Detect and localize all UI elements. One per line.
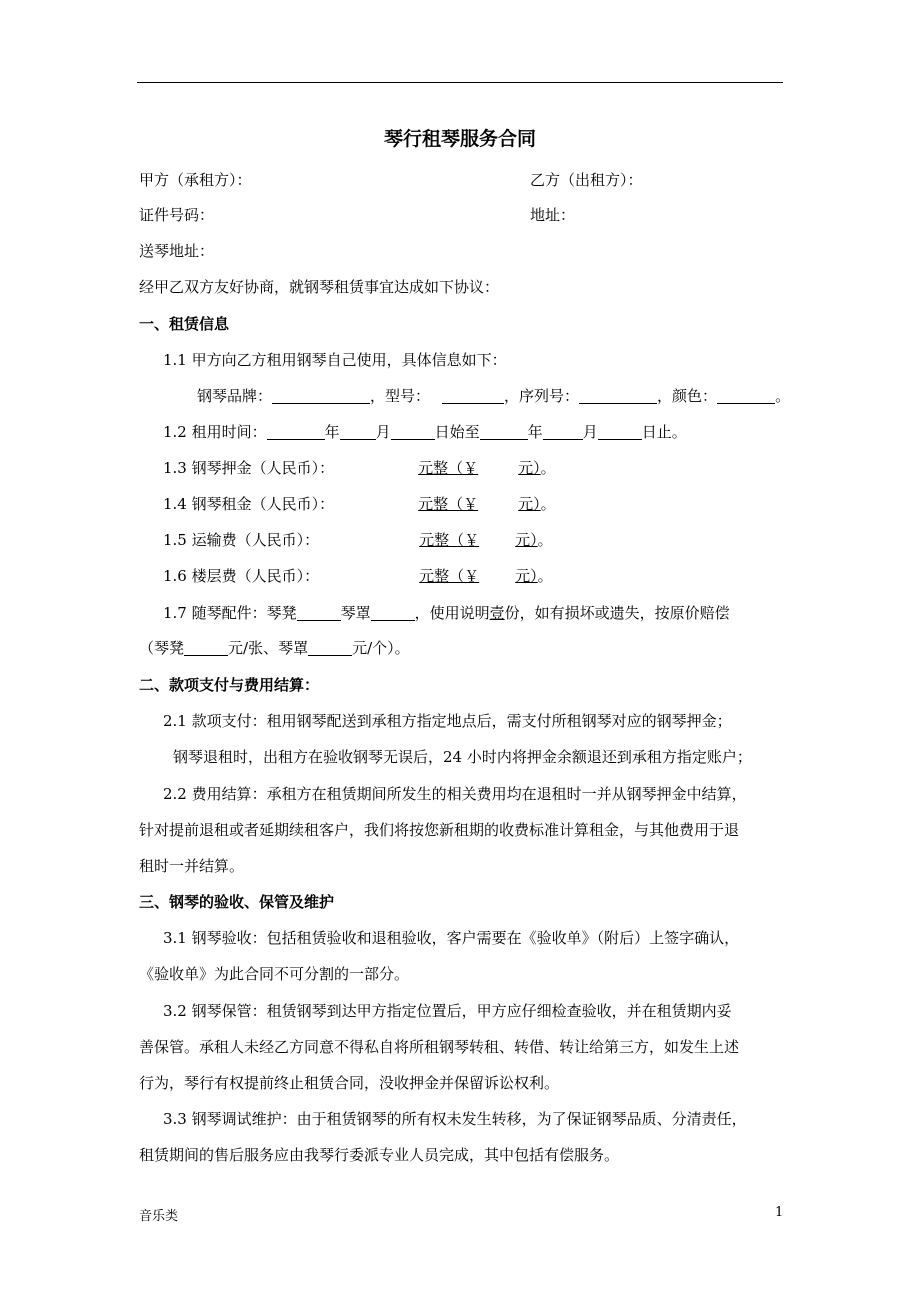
serial-blank[interactable] [579,387,657,404]
rent-label: 1.4 钢琴租金（人民币）： [163,495,335,513]
accessory-stool-label: 1.7 随琴配件：琴凳 [163,604,297,622]
clause-3-2-cont1: 善保管。承租人未经乙方同意不得私自将所租钢琴转租、转借、转让给第三方，如发生上述 [139,1038,740,1056]
transport-amount[interactable]: 元整（￥ 元） [419,531,538,549]
manual-label: ，使用说明 [414,604,490,622]
cover-blank[interactable] [371,604,415,621]
cover-price-blank[interactable] [308,639,352,656]
transport-end: 。 [537,531,553,549]
serial-label: ，序列号： [504,387,580,405]
deposit-label: 1.3 钢琴押金（人民币）： [163,459,335,477]
end-month-unit: 月 [582,423,598,441]
brand-label: 钢琴品牌： [197,387,273,405]
cover-price-label: 元/张、琴罩 [228,639,309,657]
header-rule [137,82,783,83]
compensation-text: 份，如有损坏或遗失，按原价赔偿 [504,604,730,622]
intro-paragraph: 经甲乙双方友好协商，就钢琴租赁事宜达成如下协议： [139,278,500,296]
end-year-unit: 年 [527,423,543,441]
clause-2-1: 2.1 款项支付：租用钢琴配送到承租方指定地点后，需支付所租钢琴对应的钢琴押金； [163,712,732,730]
clause-3-3: 3.3 钢琴调试维护：由于租赁钢琴的所有权未发生转移，为了保证钢琴品质、分清责任， [163,1110,747,1128]
document-title: 琴行租琴服务合同 [383,128,536,150]
id-number-label: 证件号码： [139,206,215,224]
end-year-blank[interactable] [480,423,528,440]
clause-3-2-cont2: 行为，琴行有权提前终止租赁合同，没收押金并保留诉讼权利。 [139,1074,560,1092]
transport-label: 1.5 运输费（人民币）： [163,531,320,549]
color-label: ，颜色： [657,387,718,405]
clause-2-2-cont1: 针对提前退租或者延期续租客户，我们将按您新租期的收费标准计算租金，与其他费用于退 [139,821,740,839]
clause-1-7-cont [139,638,410,658]
delivery-address-label: 送琴地址： [139,242,215,260]
clause-1-3 [163,458,556,478]
address-label: 地址： [530,206,576,224]
end-label: 日止。 [641,423,687,441]
color-blank[interactable] [717,387,775,404]
footer-category: 音乐类 [139,1209,179,1224]
end-day-blank[interactable] [598,423,642,440]
brand-blank[interactable] [272,387,370,404]
clause-1-4 [163,494,556,514]
rent-amount[interactable]: 元整（￥ 元） [418,495,541,513]
floor-fee-label: 1.6 楼层费（人民币）： [163,567,320,585]
clause-2-1-cont: 钢琴退租时，出租方在验收钢琴无误后，24 小时内将押金余额退还到承租方指定账户； [173,748,752,766]
end-mark: 。 [775,387,791,405]
start-day-blank[interactable] [391,423,435,440]
model-blank[interactable] [442,387,504,404]
clause-3-1: 3.1 钢琴验收：包括租赁验收和退租验收，客户需要在《验收单》（附后）上签字确认， [163,929,740,947]
rental-period-label: 1.2 租用时间： [163,423,267,441]
start-month-blank[interactable] [340,423,376,440]
party-a-label: 甲方（承租方）： [139,171,252,189]
stool-blank[interactable] [297,604,341,621]
clause-3-1-cont: 《验收单》为此合同不可分割的一部分。 [139,965,410,983]
deposit-amount[interactable]: 元整（￥ 元） [418,459,541,477]
start-month-unit: 月 [375,423,391,441]
rent-end: 。 [540,495,556,513]
clause-3-3-cont: 租赁期间的售后服务应由我琴行委派专业人员完成，其中包括有偿服务。 [139,1146,620,1164]
end-month-blank[interactable] [543,423,583,440]
page-number: 1 [775,1205,784,1220]
start-year-unit: 年 [324,423,340,441]
section3-heading: 三、钢琴的验收、保管及维护 [139,893,335,911]
accessory-cover-label: 琴罩 [340,604,371,622]
clause-1-5 [163,530,553,550]
stool-price-label: （琴凳 [139,639,185,657]
clause-1-1: 1.1 甲方向乙方租用钢琴自己使用，具体信息如下： [163,351,507,369]
clause-2-2: 2.2 费用结算：承租方在租赁期间所发生的相关费用均在退租时一并从钢琴押金中结算， [163,785,747,803]
stool-price-blank[interactable] [184,639,228,656]
start-year-blank[interactable] [267,423,325,440]
party-b-label: 乙方（出租方）： [530,171,643,189]
deposit-end: 。 [540,459,556,477]
start-label: 日始至 [434,423,480,441]
section1-heading: 一、租赁信息 [139,315,230,333]
cover-price-end: 元/个）。 [352,639,410,657]
clause-1-6 [163,566,553,586]
clause-2-2-cont2: 租时一并结算。 [139,857,245,875]
clause-1-2 [163,422,687,442]
manual-count: 壹 [489,604,505,622]
model-label: ，型号： [370,387,431,405]
floor-fee-amount[interactable]: 元整（￥ 元） [419,567,538,585]
piano-info-line [197,386,790,406]
floor-fee-end: 。 [537,567,553,585]
clause-3-2: 3.2 钢琴保管：租赁钢琴到达甲方指定位置后，甲方应仔细检查验收，并在租赁期内妥 [163,1002,732,1020]
clause-1-7 [163,603,730,623]
section2-heading: 二、款项支付与费用结算： [139,676,320,694]
